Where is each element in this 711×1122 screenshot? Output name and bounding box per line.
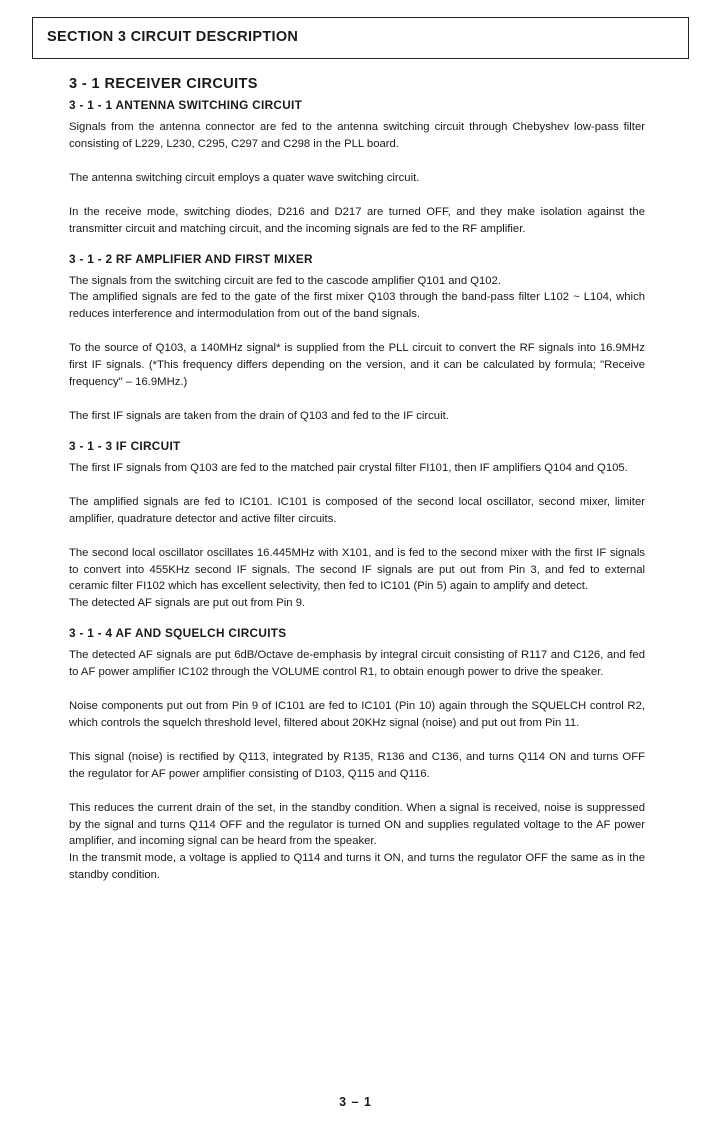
paragraph: The amplified signals are fed to the gate of the first mixer Q103 through the band-pass filter L102 ~ L104, which reduces interference and intermodulation from out of the band signals. [69,291,645,321]
paragraph: Noise components put out from Pin 9 of IC101 are fed to IC101 (Pin 10) again through the SQUELCH control R2, which controls the squelch threshold level, filtered about 20KHz signal (noise) and put out from Pin 11. [69,700,645,729]
page-content [69,76,645,884]
section-heading: 3 - 1 - 1 ANTENNA SWITCHING CIRCUIT [69,98,303,112]
section-antenna-switching [69,98,645,238]
paragraph: Signals from the antenna connector are fed to the antenna switching circuit through Chebyshev low-pass filter consisting of L229, L230, C295, C297 and C298 in the PLL board. [69,121,645,150]
paragraph: The amplified signals are fed to IC101. IC101 is composed of the second local oscillator, second mixer, limiter amplifier, quadrature detector and active filter circuits. [69,495,645,525]
section-if-circuit [69,439,645,612]
section-heading: 3 - 1 - 3 IF CIRCUIT [69,438,181,453]
section-title: SECTION 3 CIRCUIT DESCRIPTION [47,29,299,45]
paragraph: The second local oscillator oscillates 16.445MHz with X101, and is fed to the second mixer with the first IF signals to convert into 455KHz second IF signals. The second IF signals are put out from Pin 3, and fed to external ceramic filter FI102 which has excellent selectivity, then fed to IC101 (Pin 5) again to amplify and detect. [69,546,645,593]
paragraph: The detected AF signals are put out from Pin 9. [69,597,306,610]
section-header-box [32,17,689,59]
section-rf-amplifier [69,252,645,425]
paragraph: In the receive mode, switching diodes, D216 and D217 are turned OFF, and they make isolation against the transmitter circuit and matching circuit, and the incoming signals are fed to the RF amplifier. [69,205,645,235]
section-heading: 3 - 1 - 2 RF AMPLIFIER AND FIRST MIXER [69,251,313,266]
paragraph: The antenna switching circuit employs a quater wave switching circuit. [69,171,420,184]
page-number: 3 – 1 [339,1095,372,1109]
paragraph: This reduces the current drain of the set, in the standby condition. When a signal is received, noise is suppressed by the signal and turns Q114 OFF and the regulator is turned ON and supplies regulated voltage to the AF power amplifier, and incoming signal can be heard from the speaker. [69,801,645,848]
section-heading: 3 - 1 - 4 AF AND SQUELCH CIRCUITS [69,626,287,641]
paragraph: In the transmit mode, a voltage is applied to Q114 and turns it ON, and turns the regulator OFF the same as in the standby condition. [69,852,645,882]
paragraph: The first IF signals from Q103 are fed to the matched pair crystal filter FI101, then IF amplifiers Q104 and Q105. [69,461,628,474]
section-af-squelch [69,626,645,884]
paragraph: The first IF signals are taken from the drain of Q103 and fed to the IF circuit. [69,409,449,422]
main-heading: 3 - 1 RECEIVER CIRCUITS [69,76,258,92]
paragraph: This signal (noise) is rectified by Q113, integrated by R135, R136 and C136, and turns Q114 ON and turns OFF the regulator for AF power amplifier consisting of D103, Q115 and Q116. [69,750,645,780]
paragraph: To the source of Q103, a 140MHz signal* is supplied from the PLL circuit to convert the RF signals into 16.9MHz first IF signals. (*This frequency differs depending on the version, and it can be calculated by formula; "Receive frequency" – 16.9MHz.) [69,342,645,389]
paragraph: The detected AF signals are put 6dB/Octave de-emphasis by integral circuit consisting of R117 and C126, and fed to AF power amplifier IC102 through the VOLUME control R1, to obtain enough power to drive the speaker. [69,649,645,679]
paragraph: The signals from the switching circuit are fed to the cascode amplifier Q101 and Q102. [69,274,502,287]
